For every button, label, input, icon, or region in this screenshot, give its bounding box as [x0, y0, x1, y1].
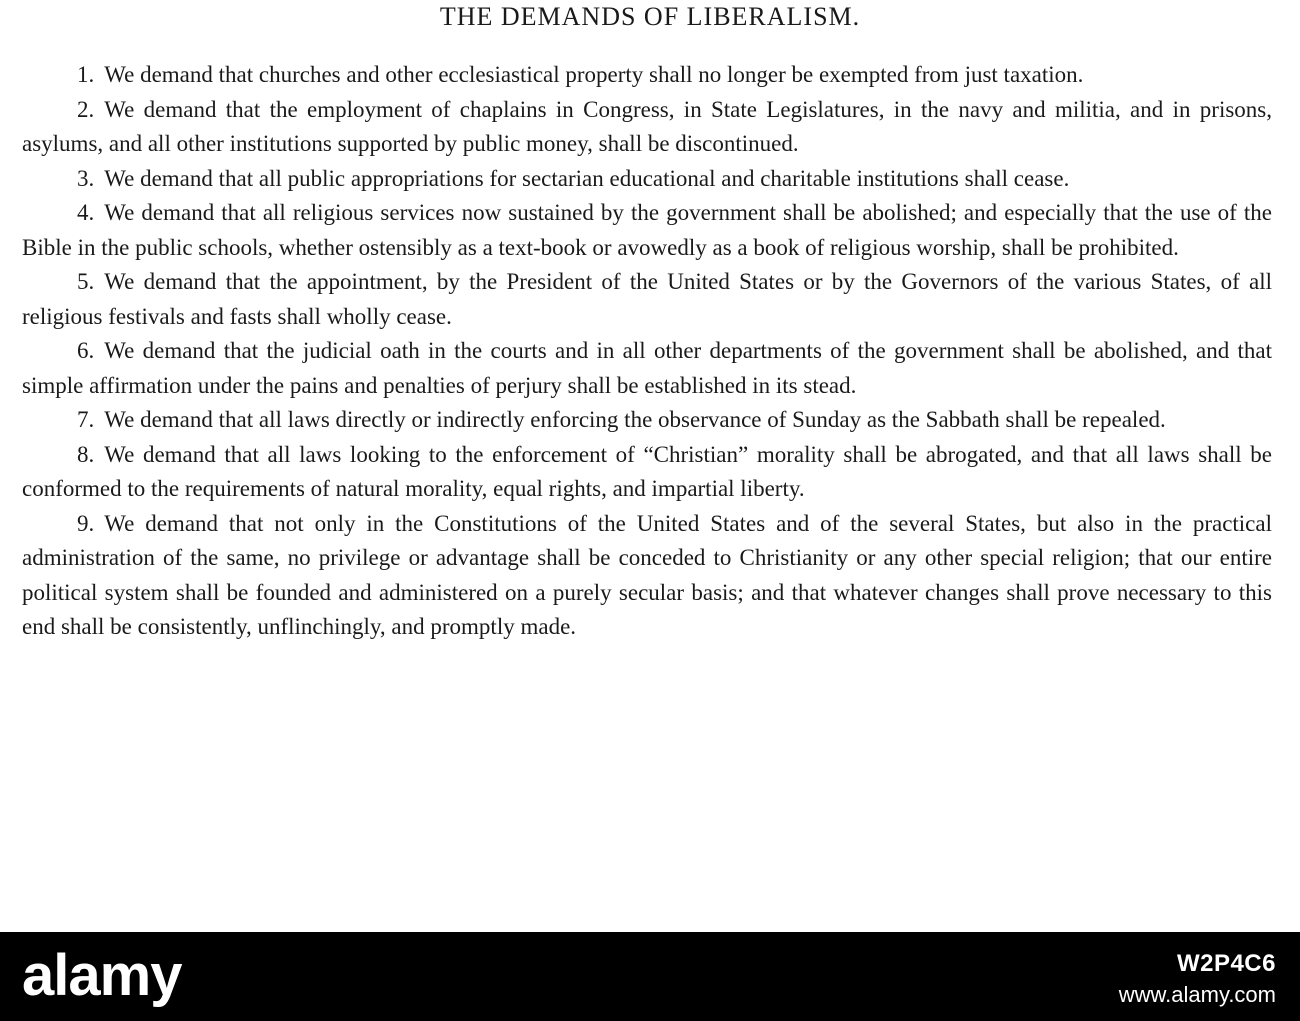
alamy-logo: alamy	[22, 943, 182, 1008]
demand-text: We demand that not only in the Constitutions of the United States and of the several States, but also in the practical administration of the same, no privilege or advantage shall be conceded to Christianity or any other special religion; that our entire political system shall be founded and administered on a purely secular basis; and that whatever changes shall prove necessary to this end shall be consistently, unflinchingly, and promptly made.	[22, 510, 1272, 639]
demand-item-3	[22, 162, 1272, 197]
demand-number: 7.	[77, 407, 95, 432]
demand-text: We demand that all religious services now sustained by the government shall be abolished; and especially that the use of the Bible in the public schools, whether ostensibly as a text-book or avowedly as a book of religious worship, shall be prohibited.	[22, 200, 1272, 260]
demand-item-6	[22, 334, 1272, 403]
demand-number: 3.	[77, 165, 95, 191]
demand-text: We demand that the judicial oath in the courts and in all other departments of the government shall be abolished, and that simple affirmation under the pains and penalties of perjury shall be established in its stead.	[22, 338, 1272, 398]
demand-number: 4.	[77, 200, 95, 225]
site-link[interactable]: www.alamy.com	[1118, 982, 1276, 1007]
demand-number: 9.	[77, 510, 95, 536]
demand-text: We demand that churches and other ecclesiastical property shall no longer be exempted from just taxation.	[104, 62, 1084, 87]
demand-number: 5.	[77, 269, 95, 294]
demand-text: We demand that the appointment, by the President of the United States or by the Governors of the various States, of all religious festivals and fasts shall wholly cease.	[22, 269, 1272, 329]
demand-item-2	[22, 93, 1272, 162]
demand-number: 2.	[77, 96, 95, 122]
demand-item-5	[22, 265, 1272, 334]
demand-item-9	[22, 507, 1272, 645]
demand-number: 1.	[77, 62, 95, 87]
demand-number: 8.	[77, 441, 95, 467]
demand-text: We demand that all laws directly or indirectly enforcing the observance of Sunday as the Sabbath shall be repealed.	[104, 407, 1166, 432]
demand-item-4	[22, 196, 1272, 265]
demand-item-1	[22, 58, 1272, 93]
watermark-footer	[0, 932, 1300, 1021]
image-id: W2P4C6	[1176, 950, 1276, 977]
demand-text: We demand that the employment of chaplains in Congress, in State Legislatures, in the navy and militia, and in prisons, asylums, and all other institutions supported by public money, shall be discontinued.	[22, 96, 1272, 156]
demand-text: We demand that all laws looking to the enforcement of “Christian” morality shall be abrogated, and that all laws shall be conformed to the requirements of natural morality, equal rights, and impartial liberty.	[22, 441, 1272, 501]
demand-text: We demand that all public appropriations for sectarian educational and charitable institutions shall cease.	[104, 165, 1070, 191]
watermark-meta	[856, 950, 1276, 1008]
demands-list	[22, 58, 1272, 645]
demand-number: 6.	[77, 338, 95, 363]
document-title: THE DEMANDS OF LIBERALISM.	[439, 2, 861, 31]
demand-item-8	[22, 438, 1272, 507]
demand-item-7	[22, 403, 1272, 438]
